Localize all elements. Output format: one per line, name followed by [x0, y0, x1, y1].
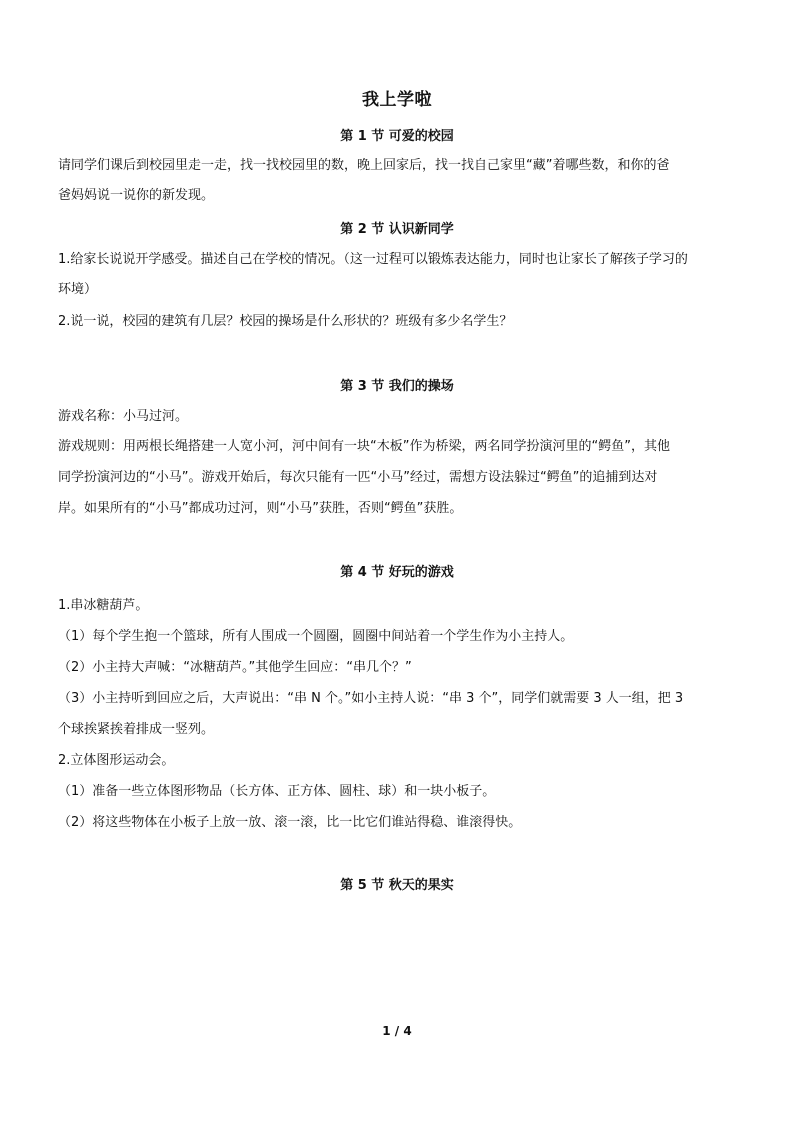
section-4-line-1: 1.串冰糖葫芦。: [58, 598, 149, 613]
section-heading-1: 第 1 节 可爱的校园: [340, 129, 454, 144]
section-heading-2: 第 2 节 认识新同学: [340, 222, 454, 237]
section-3-line-4: 岸。如果所有的“小马”都成功过河，则“小马”获胜，否则“鳄鱼”获胜。: [58, 501, 463, 516]
section-heading-3: 第 3 节 我们的操场: [340, 379, 454, 394]
section-2-line-3: 2.说一说，校园的建筑有几层？校园的操场是什么形状的？班级有多少名学生？: [58, 314, 513, 329]
section-3-line-3: 同学扮演河边的“小马”。游戏开始后，每次只能有一匹“小马”经过，需想方设法躲过“鳄鱼”的追捕到达对: [58, 470, 658, 485]
section-4-line-6: 2.立体图形运动会。: [58, 753, 175, 768]
section-1-line-1: 请同学们课后到校园里走一走，找一找校园里的数，晚上回家后，找一找自己家里“藏”着哪些数，和你的爸: [58, 158, 670, 173]
section-heading-4: 第 4 节 好玩的游戏: [340, 565, 454, 580]
section-4-line-2: （1）每个学生抱一个篮球，所有人围成一个圆圈，圆圈中间站着一个学生作为小主持人。: [58, 629, 574, 644]
section-3-line-2: 游戏规则：用两根长绳搭建一人宽小河，河中间有一块“木板”作为桥梁，两名同学扮演河里的“鳄鱼”，其他: [58, 439, 670, 454]
section-heading-5: 第 5 节 秋天的果实: [340, 878, 454, 893]
section-4-line-8: （2）将这些物体在小板子上放一放、滚一滚，比一比它们谁站得稳、谁滚得快。: [58, 815, 522, 830]
section-4-line-4: （3）小主持听到回应之后，大声说出：“串 N 个。”如小主持人说：“串 3 个”，同学们就需要 3 人一组，把 3: [58, 691, 684, 706]
section-4-line-7: （1）准备一些立体图形物品（长方体、正方体、圆柱、球）和一块小板子。: [58, 784, 496, 799]
section-1-line-2: 爸妈妈说一说你的新发现。: [58, 188, 215, 203]
section-4-line-5: 个球挨紧挨着排成一竖列。: [58, 722, 215, 737]
page-number: 1 / 4: [382, 1024, 412, 1038]
section-4-line-3: （2）小主持大声喊：“冰糖葫芦。”其他学生回应：“串几个？”: [58, 660, 412, 675]
document-title: 我上学啦: [362, 90, 432, 110]
section-3-line-1: 游戏名称：小马过河。: [58, 409, 189, 424]
section-2-line-2: 环境）: [58, 282, 98, 297]
section-2-line-1: 1.给家长说说开学感受。描述自己在学校的情况。（这一过程可以锻炼表达能力，同时也让家长了解孩子学习的: [58, 252, 688, 267]
